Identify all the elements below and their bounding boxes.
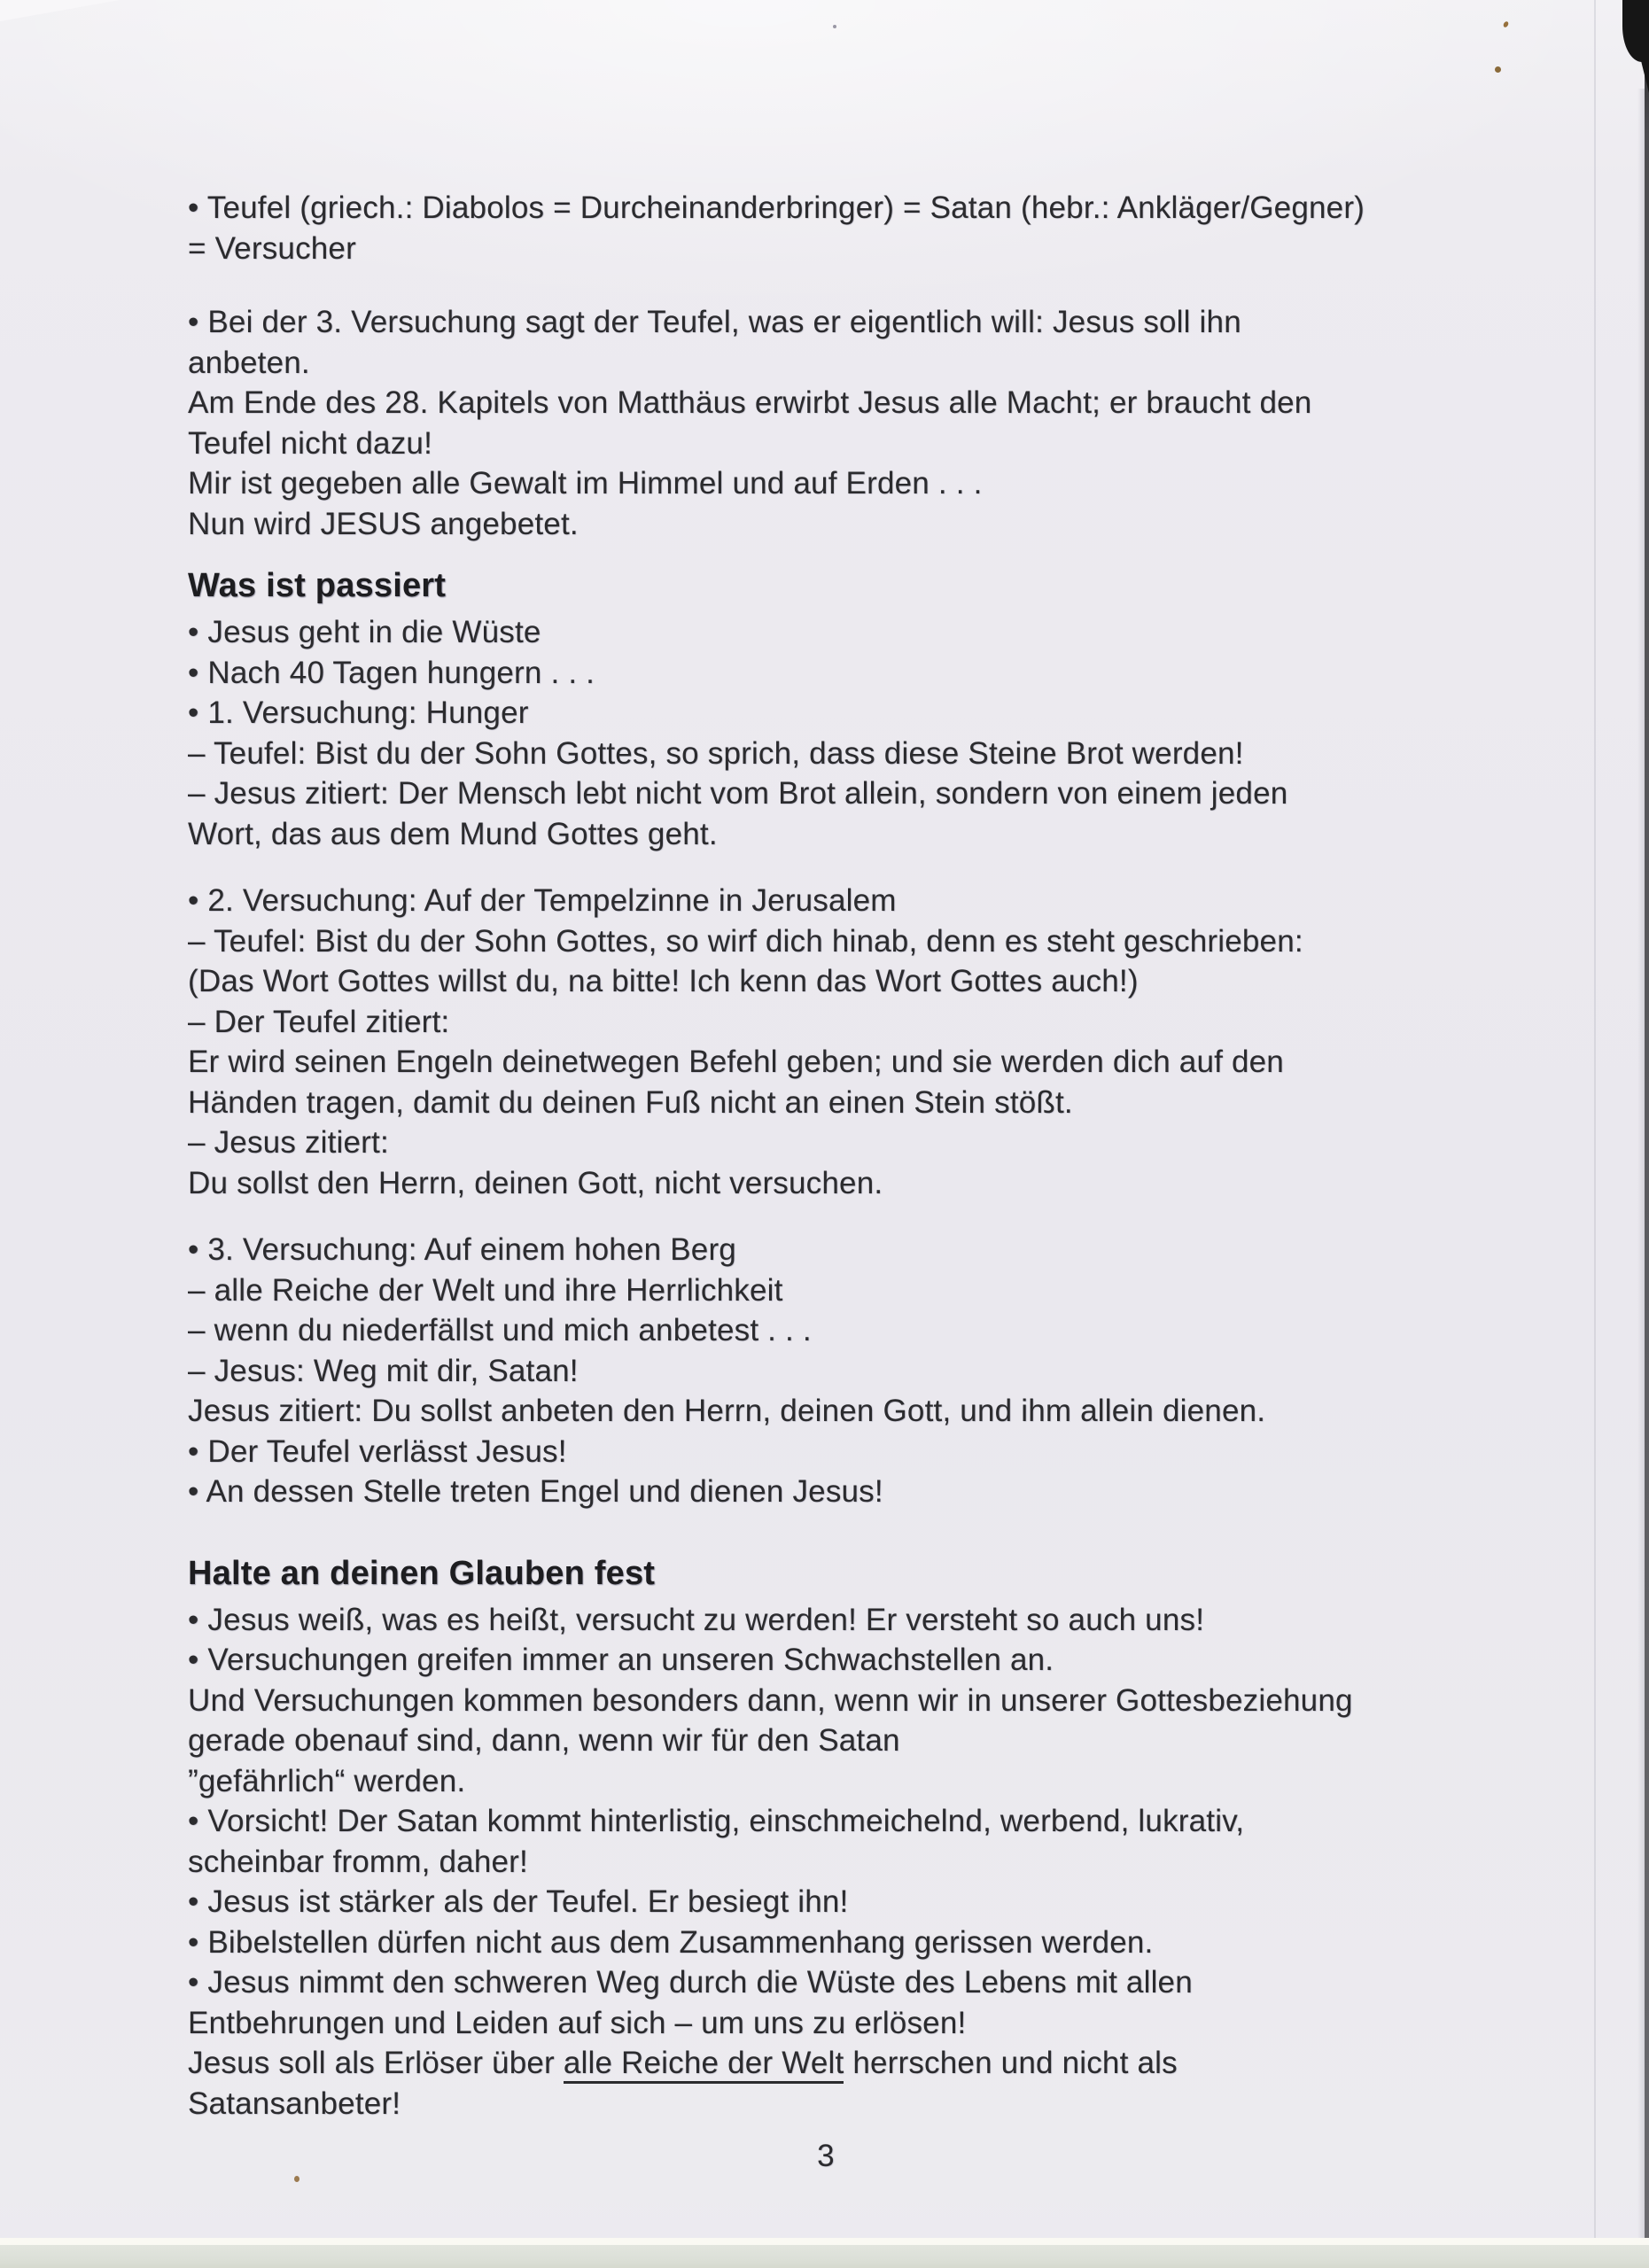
text-line: • Jesus weiß, was es heißt, versucht zu werden! Er versteht so auch uns! <box>188 1602 1205 1637</box>
dust-speck <box>833 25 836 28</box>
scanner-edge-line <box>1645 0 1649 2245</box>
text-line: • 2. Versuchung: Auf der Tempelzinne in Jerusalem <box>188 883 897 918</box>
text-line: Und Versuchungen kommen besonders dann, wenn wir in unserer Gottesbeziehung <box>188 1682 1353 1718</box>
text-line: • Jesus ist stärker als der Teufel. Er besiegt ihn! <box>188 1884 849 1919</box>
text-line: Satansanbeter! <box>188 2085 401 2121</box>
text-line: Teufel nicht dazu! <box>188 425 432 461</box>
text-line: • 3. Versuchung: Auf einem hohen Berg <box>188 1232 736 1267</box>
text-line: Am Ende des 28. Kapitels von Matthäus erwirbt Jesus alle Macht; er braucht den <box>188 385 1312 420</box>
section-halte-fest <box>188 1551 1482 2124</box>
text-line: • Vorsicht! Der Satan kommt hinterlistig, einschmeichelnd, werbend, lukrativ, <box>188 1804 1245 1838</box>
paper-corner-edge <box>0 0 120 21</box>
section-was-ist-passiert <box>188 563 1482 854</box>
text-line: • Der Teufel verlässt Jesus! <box>188 1433 567 1469</box>
text-line: Er wird seinen Engeln deinetwegen Befehl geben; und sie werden dich auf den <box>188 1045 1284 1079</box>
text-line: • 1. Versuchung: Hunger <box>188 695 529 730</box>
text-line: Nun wird JESUS angebetet. <box>188 506 579 541</box>
section-intro-2 <box>188 302 1482 544</box>
scanner-edge-shadow <box>1637 89 1645 2241</box>
text-line: – Teufel: Bist du der Sohn Gottes, so wirf dich hinab, denn es steht geschrieben: <box>188 923 1303 959</box>
text-line: Entbehrungen und Leiden auf sich – um uns zu erlösen! <box>188 2005 967 2040</box>
text-line: • Jesus geht in die Wüste <box>188 615 541 649</box>
dust-speck <box>1503 20 1510 28</box>
scanner-bottom-highlight <box>0 2238 1649 2245</box>
text-line: ”gefährlich“ werden. <box>188 1763 466 1798</box>
text-line: – Teufel: Bist du der Sohn Gottes, so sprich, dass diese Steine Brot werden! <box>188 735 1244 771</box>
text-line: scheinbar fromm, daher! <box>188 1844 528 1879</box>
text-line: – wenn du niederfällst und mich anbetest . . . <box>188 1313 812 1348</box>
text-line: • Bibelstellen dürfen nicht aus dem Zusammenhang gerissen werden. <box>188 1924 1154 1960</box>
text-line: Jesus soll als Erlöser über alle Reiche der Welt herrschen und nicht als <box>188 2043 1482 2084</box>
text-line: – Jesus zitiert: <box>188 1125 389 1160</box>
dust-speck <box>294 2176 299 2182</box>
text-line: • Nach 40 Tagen hungern . . . <box>188 655 595 690</box>
section-heading: Halte an deinen Glauben fest <box>188 1554 656 1592</box>
section-intro-1 <box>188 188 1482 268</box>
text-line: – Der Teufel zitiert: <box>188 1004 450 1039</box>
text-line: Händen tragen, damit du deinen Fuß nicht an einen Stein stößt. <box>188 1084 1073 1120</box>
paper-right-edge-seam <box>1594 0 1596 2238</box>
text-line: Mir ist gegeben alle Gewalt im Himmel und auf Erden . . . <box>188 466 983 501</box>
section-versuchung-2 <box>188 881 1482 1203</box>
text-line: – alle Reiche der Welt und ihre Herrlichkeit <box>188 1272 783 1308</box>
text-line: (Das Wort Gottes willst du, na bitte! Ich kenn das Wort Gottes auch!) <box>188 964 1139 998</box>
section-heading: Was ist passiert <box>188 567 447 604</box>
scanner-bottom-band <box>0 2245 1649 2268</box>
text-line: • Jesus nimmt den schweren Weg durch die Wüste des Lebens mit allen <box>188 1965 1193 2000</box>
section-versuchung-3 <box>188 1230 1482 1512</box>
text-line: gerade obenauf sind, dann, wenn wir für den Satan <box>188 1723 900 1758</box>
text-line: – Jesus: Weg mit dir, Satan! <box>188 1353 579 1388</box>
text-line: Wort, das aus dem Mund Gottes geht. <box>188 816 718 851</box>
underlined-phrase: alle Reiche der Welt <box>564 2046 844 2084</box>
text-line: • Bei der 3. Versuchung sagt der Teufel, was er eigentlich will: Jesus soll ihn <box>188 305 1241 339</box>
text-line: • Versuchungen greifen immer an unseren Schwachstellen an. <box>188 1643 1054 1677</box>
text-line: Jesus zitiert: Du sollst anbeten den Herrn, deinen Gott, und ihm allein dienen. <box>188 1394 1266 1428</box>
page-number: 3 <box>817 2139 835 2173</box>
text-line: anbeten. <box>188 345 310 380</box>
text-line: • An dessen Stelle treten Engel und dienen Jesus! <box>188 1474 883 1509</box>
text-line: Du sollst den Herrn, deinen Gott, nicht versuchen. <box>188 1165 883 1200</box>
document-content <box>188 188 1482 2177</box>
text-line: = Versucher <box>188 230 356 266</box>
text-line: – Jesus zitiert: Der Mensch lebt nicht vom Brot allein, sondern von einem jeden <box>188 776 1288 811</box>
text-line: • Teufel (griech.: Diabolos = Durcheinanderbringer) = Satan (hebr.: Ankläger/Gegner) <box>188 190 1365 225</box>
dust-speck <box>1495 66 1501 73</box>
